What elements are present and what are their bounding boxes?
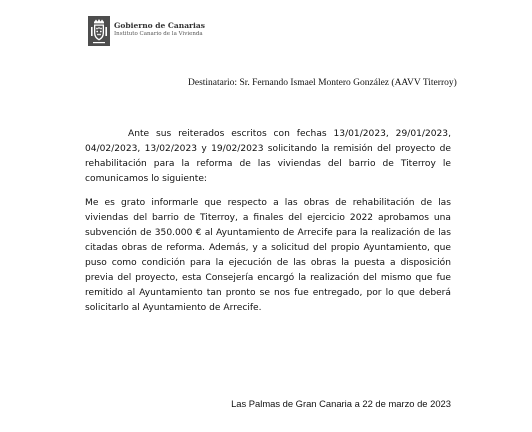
letterhead-title: Gobierno de Canarias xyxy=(114,21,205,30)
paragraph-intro: Ante sus reiterados escritos con fechas 13/01/2023, 29/01/2023, 04/02/2023, 13/02/2023 y 19/02/2023 solicitando la remisión del proyecto de rehabilitación para la reforma de las viviendas del barrio de Titerroy le comunicamos lo siguiente: xyxy=(85,129,451,184)
recipient-line: Destinatario: Sr. Fernando Ismael Montero González (AAVV Titerroy) xyxy=(188,78,457,88)
place-date-signoff: Las Palmas de Gran Canaria a 22 de marzo de 2023 xyxy=(231,398,451,409)
letterhead-subtitle: Instituto Canario de la Vivienda xyxy=(114,30,203,37)
canarias-coat-of-arms-icon xyxy=(88,16,110,46)
letterhead xyxy=(88,16,205,46)
paragraph-main: Me es grato informarle que respecto a las obras de rehabilitación de las viviendas del barrio de Titerroy, a finales del ejercicio 2022 aprobamos una subvención de 350.000 € al Ayuntamiento de Arrecife para la realización de las citadas obras de reforma. Además, y a solicitud del propio Ayuntamiento, que puso como condición para la ejecución de las obras la puesta a disposición previa del proyecto, esta Consejería encargó la realización del mismo que fue remitido al Ayuntamiento tan pronto se nos fue entregado, por lo que deberá solicitarlo al Ayuntamiento de Arrecife. xyxy=(85,198,451,313)
letterhead-text xyxy=(114,22,205,37)
